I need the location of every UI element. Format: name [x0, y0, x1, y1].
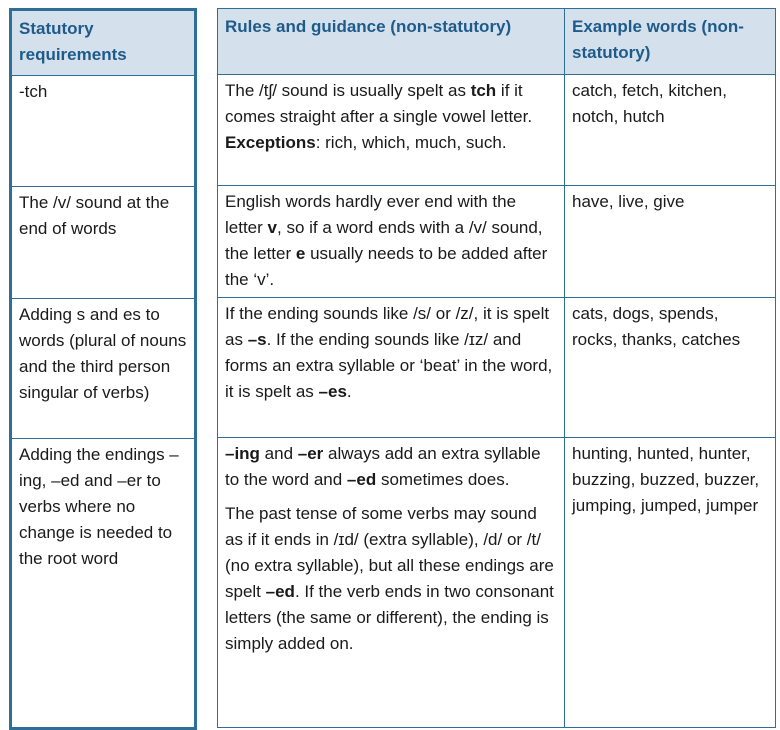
requirement-cell: -tch	[11, 76, 196, 187]
table-row	[11, 439, 196, 729]
requirement-cell: Adding s and es to words (plural of nouns and the third person singular of verbs)	[11, 299, 196, 439]
table-row	[11, 299, 196, 439]
header-row	[11, 10, 196, 76]
table-row	[218, 438, 776, 728]
rules-paragraph	[225, 189, 557, 293]
requirement-cell: The /v/ sound at the end of words	[11, 187, 196, 299]
bold-term: tch	[470, 81, 497, 100]
bold-term: –er	[297, 444, 324, 463]
table-row	[218, 75, 776, 186]
bold-term: v	[267, 218, 277, 237]
text-run: sometimes does.	[376, 470, 510, 489]
examples-cell: cats, dogs, spends, rocks, thanks, catches	[565, 298, 776, 438]
text-run: if it comes straight after a single vowel letter.	[225, 81, 533, 126]
table-row	[218, 298, 776, 438]
rules-cell	[218, 186, 565, 298]
table-row	[218, 186, 776, 298]
text-run: . If the ending sounds like /ɪz/ and forms an extra syllable or ‘beat’ in the word, it is spelt as	[225, 330, 553, 401]
examples-cell: catch, fetch, kitchen, notch, hutch	[565, 75, 776, 186]
text-run: . If the verb ends in two consonant letters (the same or different), the ending is simply added on.	[225, 582, 554, 653]
text-run: , so if a word ends with a /v/ sound, the letter	[225, 218, 543, 263]
rules-header: Rules and guidance (non-statutory)	[218, 9, 565, 75]
text-run: If the ending sounds like /s/ or /z/, it is spelt as	[225, 304, 550, 349]
examples-header: Example words (non-statutory)	[565, 9, 776, 75]
rules-cell	[218, 438, 565, 728]
examples-cell: have, live, give	[565, 186, 776, 298]
table-row	[11, 76, 196, 187]
bold-term: –ed	[265, 582, 295, 601]
text-run: usually needs to be added after the ‘v’.	[225, 244, 548, 289]
text-run: .	[346, 382, 352, 401]
rules-paragraph	[225, 78, 557, 156]
header-row	[218, 9, 776, 75]
rules-paragraph	[225, 301, 557, 405]
bold-term: –ing	[225, 444, 260, 463]
bold-term: –s	[247, 330, 267, 349]
requirement-cell: Adding the endings –ing, –ed and –er to verbs where no change is needed to the root word	[11, 439, 196, 729]
table-row	[11, 187, 196, 299]
bold-term: –ed	[346, 470, 377, 489]
text-run: English words hardly ever end with the letter	[225, 192, 517, 237]
bold-term: –es	[318, 382, 347, 401]
rules-paragraph	[225, 441, 557, 493]
text-run: : rich, which, much, such.	[315, 133, 507, 152]
text-run: The past tense of some verbs may sound as if it ends in /ɪd/ (extra syllable), /d/ or /t/ (no extra syllable), but all these endings are spelt	[225, 504, 554, 601]
rules-paragraph	[225, 501, 557, 657]
text-run: always add an extra syllable to the word and	[225, 444, 541, 489]
rules-examples-table	[217, 8, 776, 728]
bold-term: Exceptions	[225, 133, 316, 152]
text-run: and	[259, 444, 298, 463]
examples-cell: hunting, hunted, hunter, buzzing, buzzed, buzzer, jumping, jumped, jumper	[565, 438, 776, 728]
statutory-requirements-table	[9, 8, 197, 730]
rules-cell	[218, 298, 565, 438]
rules-cell	[218, 75, 565, 186]
text-run: The /tʃ/ sound is usually spelt as	[225, 81, 471, 100]
statutory-header: Statutory requirements	[11, 10, 196, 76]
bold-term: e	[295, 244, 306, 263]
